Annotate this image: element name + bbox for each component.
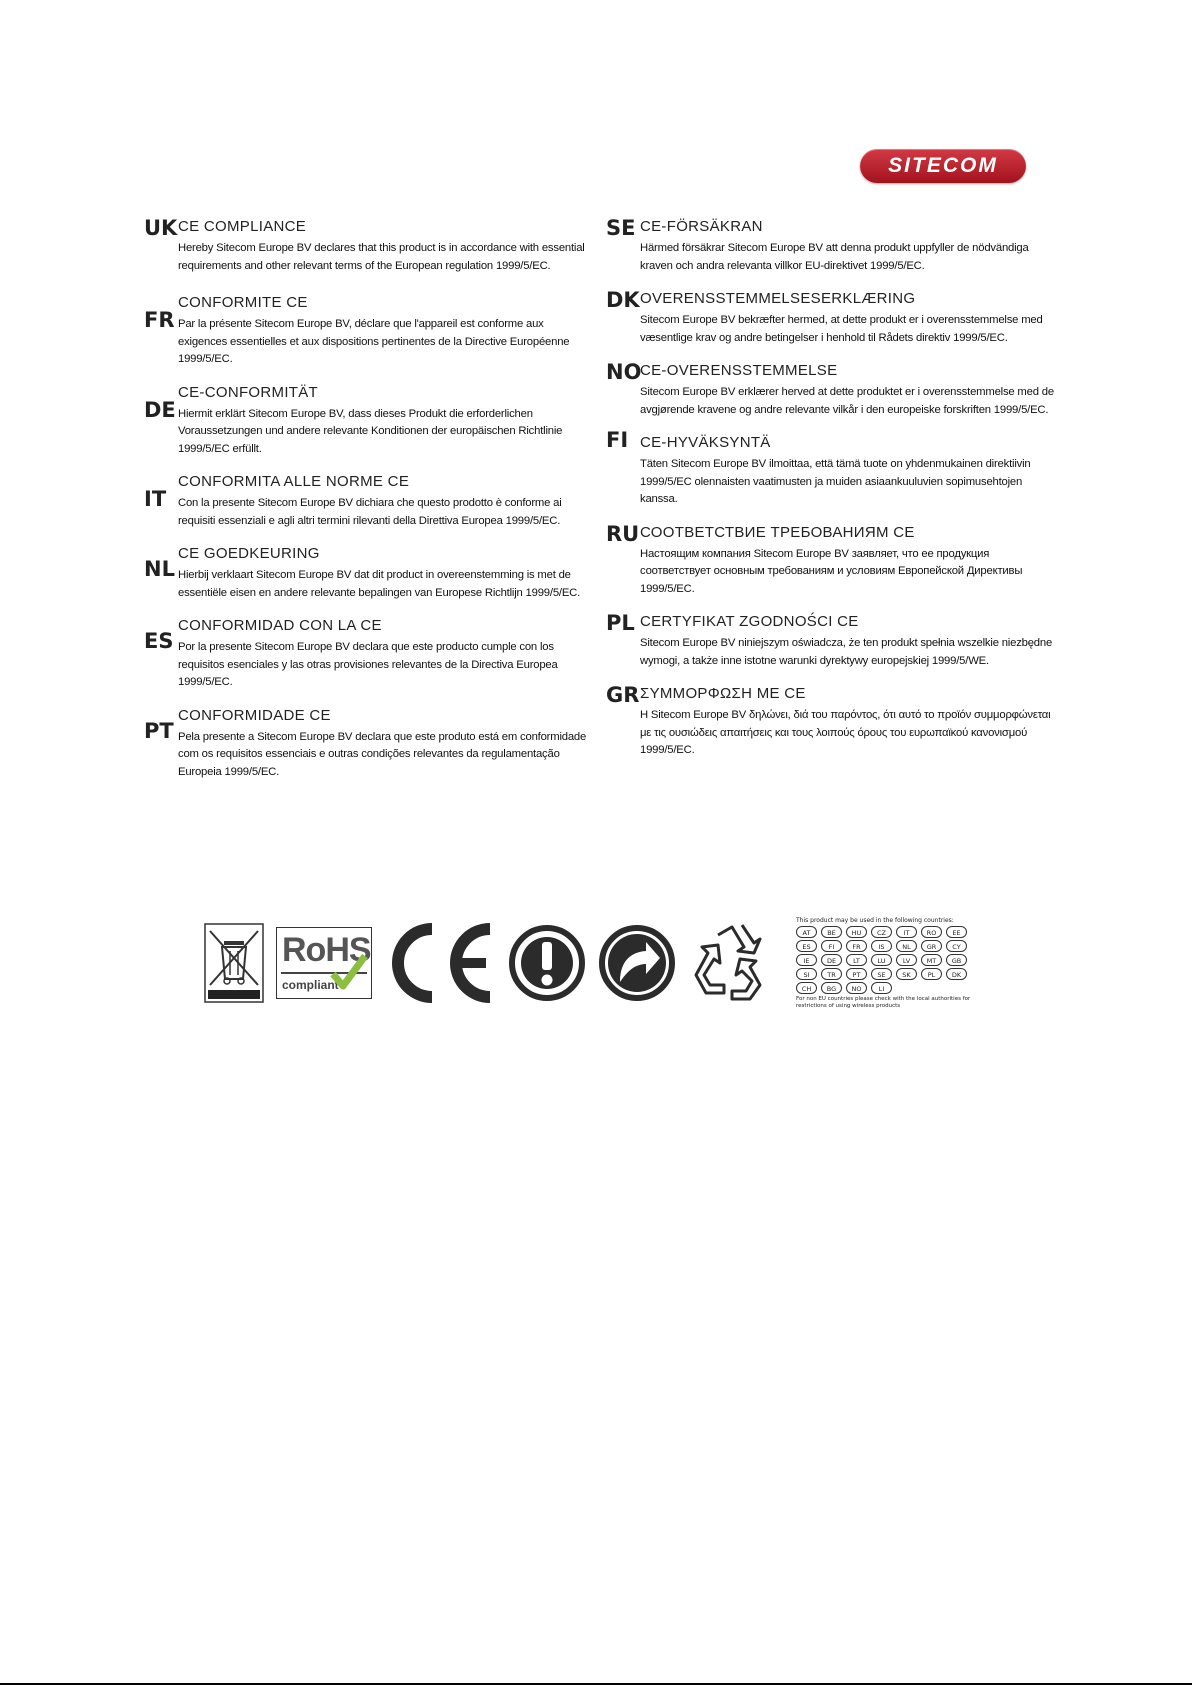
- declaration-title: CE GOEDKEURING: [178, 545, 320, 562]
- language-code: DK: [606, 288, 640, 312]
- declaration-title: CE-OVERENSSTEMMELSE: [640, 362, 838, 379]
- declaration-text: Por la presente Sitecom Europe BV declara que este producto cumple con los requisitos esenciales y las otras provisiones relevantes de la Directiva Europea 1999/5/EC.: [178, 641, 558, 688]
- declaration-title: CE COMPLIANCE: [178, 218, 307, 235]
- country-pill: SE: [871, 968, 892, 980]
- language-code: ES: [144, 629, 174, 653]
- ce-mark-icon: [384, 923, 496, 1003]
- country-pill: HU: [846, 926, 867, 938]
- declaration-text: Pela presente a Sitecom Europe BV declara que este produto está em conformidade com os requisitos essenciais e outras condições relevantes da regulamentação Europeia 1999/5/EC.: [178, 730, 587, 778]
- declaration-no: [606, 362, 1056, 419]
- countries-title: This product may be used in the following countries:: [796, 916, 954, 924]
- rohs-compliant-icon: [276, 927, 372, 999]
- declaration-text: Con la presente Sitecom Europe BV dichiara che questo prodotto è conforme ai requisiti essenziali e agli altri termini rilevanti della Direttiva Europea 1999/5/EC.: [178, 497, 562, 527]
- country-pill: SK: [896, 968, 917, 980]
- language-code: NO: [606, 360, 642, 384]
- declaration-nl: [144, 545, 594, 602]
- country-pill: PL: [921, 968, 942, 980]
- countries-note: For non EU countries please check with the local authorities for restrictions of using wireless products: [796, 995, 971, 1009]
- language-code: DE: [144, 397, 176, 422]
- declaration-text: Настоящим компания Sitecom Europe BV заявляет, что ее продукция соответствует основным требованиям и условиям Европейской Директивы 1999/5/EC.: [640, 547, 1023, 595]
- country-pill: IT: [896, 926, 917, 938]
- check-icon: [329, 952, 369, 994]
- declaration-title: CONFORMITE CE: [178, 294, 308, 311]
- declaration-text: Täten Sitecom Europe BV ilmoittaa, että tämä tuote on yhdenmukainen direktiivin 1999/5/EC olennaisten vaatimusten ja muiden asiaankuuluvien sopimusehtojen kanssa.: [640, 458, 1031, 505]
- declaration-title: CONFORMITA ALLE NORME CE: [178, 473, 410, 490]
- country-pill: DE: [821, 954, 842, 966]
- declaration-title: ΣΥΜΜΟΡΦΩΣΗ ΜΕ CE: [640, 685, 806, 702]
- language-code: SE: [606, 216, 636, 240]
- declaration-text: Sitecom Europe BV bekræfter hermed, at dette produkt er i overensstemmelse med væsentlige krav og andre betingelser i henhold til Rådets direktiv 1999/5/EC.: [640, 314, 1043, 344]
- declaration-text: H Sitecom Europe BV δηλώνει, διά του παρόντος, ότι αυτό το προϊόν συμμορφώνεται με τις ουσιώδεις απαιτήσεις και τους λοιπούς όρους του ευρωπαϊκού κανονισμού 1999/5/EC.: [640, 709, 1051, 756]
- declaration-title: CE-CONFORMITÄT: [178, 383, 319, 401]
- country-pill: LV: [896, 954, 917, 966]
- country-pill: LI: [871, 982, 892, 994]
- country-pill: ES: [796, 940, 817, 952]
- declaration-text: Sitecom Europe BV niniejszym oświadcza, że ten produkt spełnia wszelkie niezbędne wymogi, a także inne istotne warunki dyrektywy europejskiej 1999/5/WE.: [640, 637, 1053, 667]
- language-code: PL: [606, 611, 635, 635]
- country-pill: LU: [871, 954, 892, 966]
- country-pill: BG: [821, 982, 842, 994]
- country-pill: GR: [921, 940, 942, 952]
- right-column: [606, 218, 1056, 775]
- recycle-icon: [688, 923, 770, 1003]
- declaration-title: CONFORMIDADE CE: [178, 706, 331, 724]
- declaration-title: CE-HYVÄKSYNTÄ: [640, 434, 771, 451]
- country-pill: CH: [796, 982, 817, 994]
- language-code: RU: [606, 521, 640, 546]
- declaration-es: [144, 617, 594, 692]
- sitecom-logo: [860, 149, 1026, 183]
- country-pill: PT: [846, 968, 867, 980]
- declaration-pl: [606, 613, 1056, 670]
- declaration-title: CONFORMIDAD CON LA CE: [178, 617, 382, 634]
- declaration-text: Hiermit erklärt Sitecom Europe BV, dass dieses Produkt die erforderlichen Voraussetzungen und andere relevante Konditionen der europäischen Richtlinie 1999/5/EC erfüllt.: [178, 407, 563, 455]
- declaration-uk: [144, 218, 594, 275]
- country-pill: LT: [846, 954, 867, 966]
- country-pill: BE: [821, 926, 842, 938]
- country-pill: EE: [946, 926, 967, 938]
- brand-name: SITECOM: [888, 154, 998, 177]
- rohs-label: RoHS: [282, 931, 371, 969]
- declaration-gr: [606, 685, 1056, 760]
- declaration-title: OVERENSSTEMMELSESERKLÆRING: [640, 290, 916, 307]
- country-pill: NL: [896, 940, 917, 952]
- language-code: NL: [144, 557, 175, 581]
- declaration-title: CE-FÖRSÄKRAN: [640, 218, 763, 235]
- declaration-title: СООТВЕТСТВИЕ ТРЕБОВАНИЯМ CE: [640, 523, 915, 541]
- countries-list: [796, 917, 976, 1010]
- green-dot-icon: [598, 924, 676, 1002]
- declaration-it: [144, 473, 594, 530]
- declaration-text: Par la présente Sitecom Europe BV, déclare que l'appareil est conforme aux exigences essentielles et aux dispositions pertinentes de la Directive Européenne 1999/5/EC.: [178, 318, 570, 365]
- declaration-fr: [144, 294, 594, 369]
- country-pill: TR: [821, 968, 842, 980]
- rohs-sub-label: compliant: [282, 978, 339, 992]
- country-pill: FI: [821, 940, 842, 952]
- country-pill: CY: [946, 940, 967, 952]
- language-code: UK: [144, 216, 178, 240]
- language-code: FR: [144, 308, 175, 332]
- language-code: IT: [144, 487, 167, 511]
- country-pill: CZ: [871, 926, 892, 938]
- weee-bin-icon: [204, 923, 264, 1003]
- country-pill: GB: [946, 954, 967, 966]
- language-code: GR: [606, 683, 640, 707]
- country-pill: RO: [921, 926, 942, 938]
- declaration-se: [606, 218, 1056, 275]
- language-code: PT: [144, 718, 174, 743]
- declaration-text: Sitecom Europe BV erklærer herved at dette produktet er i overensstemmelse med de avgjørende kravene og andre relevante vilkår i den europeiske forskriften 1999/5/EC.: [640, 386, 1054, 416]
- declaration-dk: [606, 290, 1056, 347]
- country-pills: [796, 926, 976, 994]
- declaration-text: Hierbij verklaart Sitecom Europe BV dat dit product in overeenstemming is met de essentiële eisen en andere relevante bepalingen van Europese Richtlijn 1999/5/EC.: [178, 569, 581, 599]
- country-pill: SI: [796, 968, 817, 980]
- country-pill: FR: [846, 940, 867, 952]
- left-column: [144, 218, 594, 796]
- declaration-fi: [606, 428, 1056, 509]
- country-pill: DK: [946, 968, 967, 980]
- country-pill: IS: [871, 940, 892, 952]
- compliance-symbols: [204, 916, 976, 1009]
- declaration-de: [144, 384, 594, 459]
- country-pill: MT: [921, 954, 942, 966]
- declaration-text: Härmed försäkrar Sitecom Europe BV att denna produkt uppfyller de nödvändiga kraven och andra relevanta villkor EU-direktivet 1999/5/EC.: [640, 242, 1029, 272]
- country-pill: NO: [846, 982, 867, 994]
- declaration-title: CERTYFIKAT ZGODNOŚCI CE: [640, 613, 859, 630]
- alert-icon: [508, 924, 586, 1002]
- country-pill: AT: [796, 926, 817, 938]
- declaration-text: Hereby Sitecom Europe BV declares that this product is in accordance with essential requirements and other relevant terms of the European regulation 1999/5/EC.: [178, 242, 585, 272]
- country-pill: IE: [796, 954, 817, 966]
- declaration-pt: [144, 707, 594, 782]
- language-code: FI: [606, 428, 629, 452]
- declaration-ru: [606, 521, 1056, 599]
